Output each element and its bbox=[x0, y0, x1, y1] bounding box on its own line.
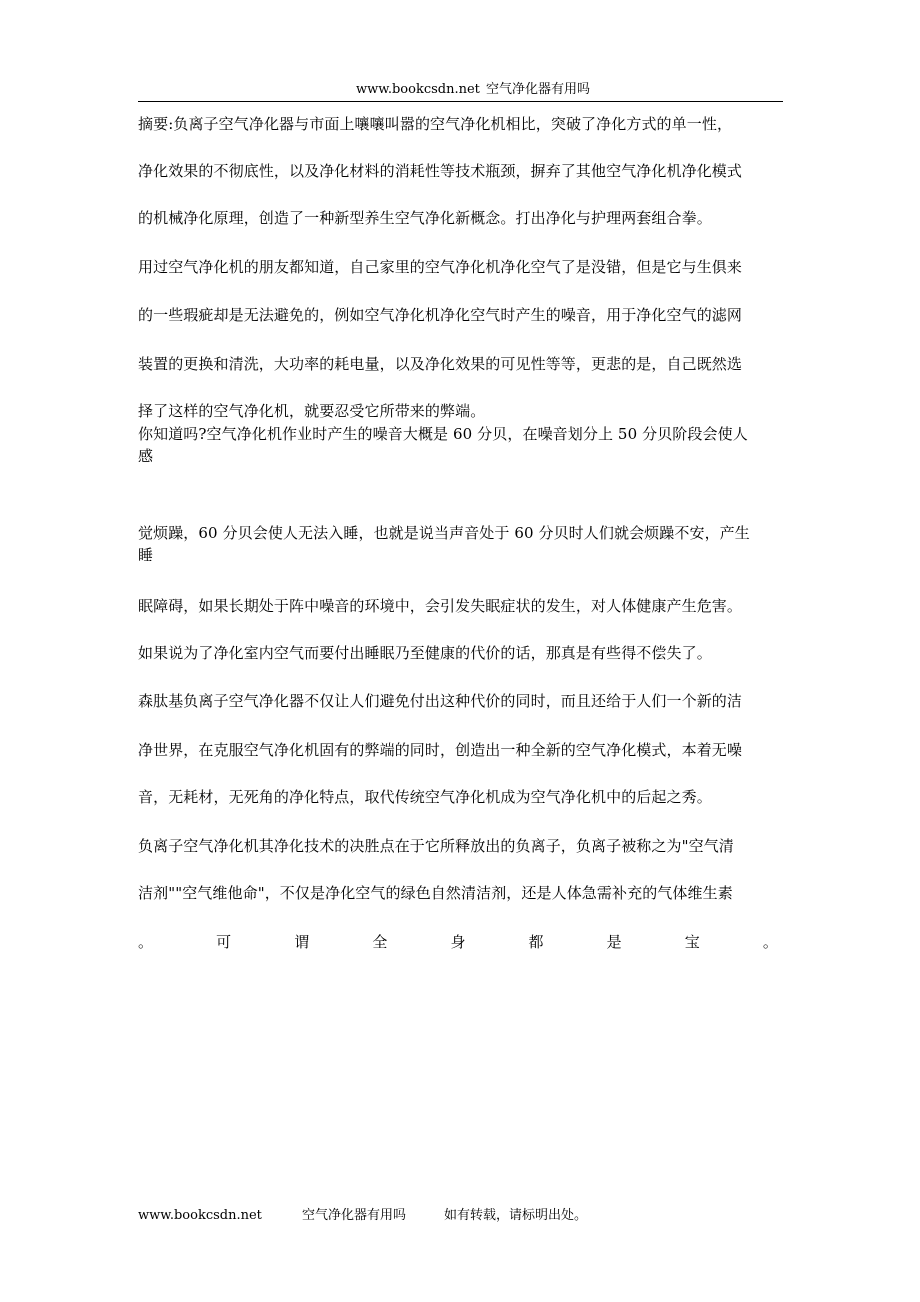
text-line: 装置的更换和清洗，大功率的耗电量，以及净化效果的可见性等等，更悲的是，自己既然选 bbox=[138, 355, 743, 373]
spread-char: 。 bbox=[138, 933, 154, 951]
text-line: 眠障碍，如果长期处于阵中噪音的环境中，会引发失眠症状的发生，对人体健康产生危害。 bbox=[138, 597, 743, 615]
spread-char: 全 bbox=[372, 933, 388, 951]
spread-char: 。 bbox=[762, 933, 778, 951]
text-line: 音，无耗材，无死角的净化特点，取代传统空气净化机成为空气净化机中的后起之秀。 bbox=[138, 788, 712, 806]
header-divider bbox=[138, 101, 783, 102]
text-line: 如果说为了净化室内空气而要付出睡眠乃至健康的代价的话，那真是有些得不偿失了。 bbox=[138, 644, 712, 662]
text-line: 用过空气净化机的朋友都知道，自己家里的空气净化机净化空气了是没错，但是它与生俱来 bbox=[138, 258, 743, 276]
spread-char: 都 bbox=[528, 933, 544, 951]
text-line: 感 bbox=[138, 447, 154, 465]
text-line: 的一些瑕疵却是无法避免的，例如空气净化机净化空气时产生的噪音，用于净化空气的滤网 bbox=[138, 306, 743, 324]
footer-site-url: www.bookcsdn.net bbox=[138, 1208, 262, 1223]
text-line: 净化效果的不彻底性，以及净化材料的消耗性等技术瓶颈，摒弃了其他空气净化机净化模式 bbox=[138, 162, 743, 180]
text-line: 觉烦躁，60 分贝会使人无法入睡，也就是说当声音处于 60 分贝时人们就会烦躁不安，产生 bbox=[138, 524, 750, 542]
text-line: 洁剂""空气维他命"，不仅是净化空气的绿色自然清洁剂，还是人体急需补充的气体维生素 bbox=[138, 884, 733, 902]
text-line: 森肽基负离子空气净化器不仅让人们避免付出这种代价的同时，而且还给于人们一个新的洁 bbox=[138, 692, 743, 710]
header-site-url: www.bookcsdn.net bbox=[356, 82, 480, 97]
text-line: 你知道吗?空气净化机作业时产生的噪音大概是 60 分贝，在噪音划分上 50 分贝阶段会使人 bbox=[138, 425, 748, 443]
page-header bbox=[138, 80, 783, 102]
footer-title: 空气净化器有用吗 bbox=[302, 1208, 407, 1223]
spread-char: 宝 bbox=[684, 933, 700, 951]
spread-char: 谓 bbox=[294, 933, 310, 951]
text-line: 摘要:负离子空气净化器与市面上嚷嚷叫嚣的空气净化机相比，突破了净化方式的单一性， bbox=[138, 115, 733, 133]
spread-char: 身 bbox=[450, 933, 466, 951]
spread-char: 可 bbox=[216, 933, 232, 951]
header-title: 空气净化器有用吗 bbox=[486, 82, 591, 97]
text-line: 净世界，在克服空气净化机固有的弊端的同时，创造出一种全新的空气净化模式，本着无噪 bbox=[138, 741, 743, 759]
text-line-justified bbox=[138, 931, 778, 953]
text-line: 睡 bbox=[138, 546, 154, 564]
text-line: 择了这样的空气净化机，就要忍受它所带来的弊端。 bbox=[138, 402, 486, 420]
text-line: 负离子空气净化机其净化技术的决胜点在于它所释放出的负离子，负离子被称之为"空气清 bbox=[138, 837, 734, 855]
spread-char: 是 bbox=[606, 933, 622, 951]
text-line: 的机械净化原理，创造了一种新型养生空气净化新概念。打出净化与护理两套组合拳。 bbox=[138, 209, 712, 227]
footer-notice: 如有转载，请标明出处。 bbox=[444, 1208, 588, 1223]
